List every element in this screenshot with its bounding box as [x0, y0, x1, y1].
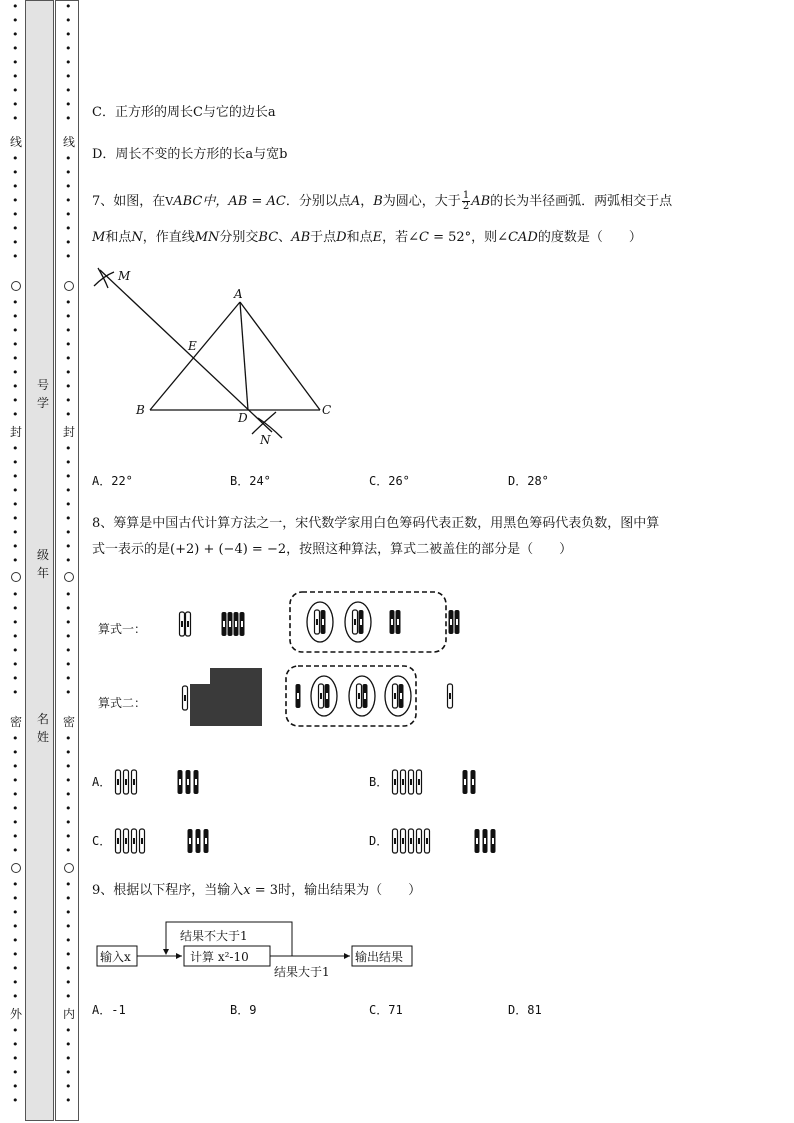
outer-label-wai: 外	[10, 1007, 23, 1021]
inner-dot-line: • • • • • •	[65, 1024, 72, 1107]
side-ab	[150, 302, 240, 410]
option-d-previous: D．周长不变的长方形的长a与宽b	[92, 147, 288, 162]
q8-option-a-rods	[114, 766, 214, 798]
q8-option-b[interactable]: B．	[369, 775, 389, 789]
inner-label-feng: 封	[63, 425, 76, 439]
inner-circle	[64, 572, 74, 582]
q8-option-c[interactable]: C．	[92, 834, 112, 848]
q7-stem-line2: M和点N，作直线MN分别交BC、AB于点D和点E，若∠C = 52°，则∠CAD的度数是（ ）	[92, 230, 642, 245]
q8-stem-line1: 8、筹算是中国古代计算方法之一，宋代数学家用白色筹码代表正数，用黑色筹码代表负数，图中算	[92, 516, 660, 531]
q9-option-c[interactable]: C．71	[369, 1003, 403, 1017]
inner-dot-line: • • • • • • • • •	[65, 878, 72, 1003]
q7-stem-line1: 7、如图，在VABC中，AB = AC．分别以点A，B为圆心，大于 $\frac{1}{2}$ AB的长为半径画弧．两弧相交于点	[92, 190, 673, 212]
inner-dot-line: • • • • • • • • •	[65, 442, 72, 567]
q8-row2-label: 算式二：	[98, 696, 147, 710]
q7-option-c[interactable]: C．26°	[369, 474, 410, 488]
q7-option-d[interactable]: D．28°	[508, 474, 549, 488]
outer-label-mi: 密	[10, 715, 23, 729]
name-field: 名 姓	[36, 712, 49, 744]
outer-dot-line: • • • • • • • • •	[12, 296, 19, 421]
inner-circle	[64, 281, 74, 291]
label-b: B	[136, 403, 145, 417]
grade-field: 级 年	[36, 548, 49, 580]
label-n: N	[260, 433, 271, 447]
binding-margin	[0, 0, 82, 1123]
outer-circle	[11, 572, 21, 582]
fraction-half: $\frac{1}{2}$	[462, 190, 470, 212]
label-a: A	[234, 287, 243, 301]
flow-output-label: 输出结果	[355, 950, 404, 964]
q9-flowchart	[96, 914, 426, 984]
outer-circle	[11, 863, 21, 873]
q8-option-c-rods	[114, 825, 224, 857]
q9-option-a[interactable]: A．-1	[92, 1003, 126, 1017]
outer-dot-line: • • • • • • • •	[12, 588, 19, 699]
q8-stem-line2: 式一表示的是(+2) + (−4) = −2，按照这种算法，算式二被盖住的部分是（ ）	[92, 542, 573, 557]
label-m: M	[118, 269, 131, 283]
q8-row1-rods	[178, 588, 478, 658]
q9-option-b[interactable]: B．9	[230, 1003, 257, 1017]
outer-dot-line: • • • • • •	[12, 1024, 19, 1107]
inner-dot-line: • • • • • • • • •	[65, 296, 72, 421]
q8-option-b-rods	[391, 766, 491, 798]
outer-dot-line: • • • • • • • • •	[12, 732, 19, 857]
inner-dot-line: • • • • • • • • •	[65, 0, 72, 125]
q9-stem: 9、根据以下程序，当输入x = 3时，输出结果为（ ）	[92, 883, 422, 898]
outer-dot-line: • • • • • • • • •	[12, 878, 19, 1003]
q8-row1-label: 算式一：	[98, 622, 147, 636]
inner-label-xian: 线	[63, 135, 76, 149]
q7-option-a[interactable]: A．22°	[92, 474, 133, 488]
outer-dot-line: • • • • • • • • •	[12, 442, 19, 567]
segment-ad	[240, 302, 248, 410]
q9-option-d[interactable]: D．81	[508, 1003, 542, 1017]
student-id-field: 号 学	[36, 378, 49, 410]
outer-label-xian: 线	[10, 135, 23, 149]
inner-dot-line: • • • • • • • •	[65, 152, 72, 263]
flow-input-label: 输入x	[100, 950, 131, 964]
q8-option-a[interactable]: A．	[92, 775, 112, 789]
q7-triangle-figure	[92, 262, 342, 452]
label-e: E	[188, 339, 197, 353]
outer-circle	[11, 281, 21, 291]
inner-dot-line: • • • • • • • •	[65, 588, 72, 699]
flow-calc-label: 计算 x²-10	[190, 950, 249, 964]
side-ac	[240, 302, 320, 410]
label-d: D	[238, 411, 248, 425]
flow-forward-label: 结果大于1	[274, 965, 330, 979]
arc-m2	[98, 268, 108, 288]
q8-row2-rods	[178, 662, 478, 732]
q7-option-b[interactable]: B．24°	[230, 474, 271, 488]
inner-label-mi: 密	[63, 715, 76, 729]
outer-dot-line: • • • • • • • • •	[12, 0, 19, 125]
inner-circle	[64, 863, 74, 873]
inner-dot-line: • • • • • • • • •	[65, 732, 72, 857]
q8-option-d-rods	[391, 825, 511, 857]
q8-option-d[interactable]: D．	[369, 834, 389, 848]
label-c: C	[322, 403, 332, 417]
line-mn	[100, 270, 272, 432]
outer-label-feng: 封	[10, 425, 23, 439]
outer-dot-line: • • • • • • • •	[12, 152, 19, 263]
inner-label-nei: 内	[63, 1007, 76, 1021]
flow-loop-label: 结果不大于1	[180, 929, 248, 943]
option-c-previous: C．正方形的周长C与它的边长a	[92, 105, 276, 120]
